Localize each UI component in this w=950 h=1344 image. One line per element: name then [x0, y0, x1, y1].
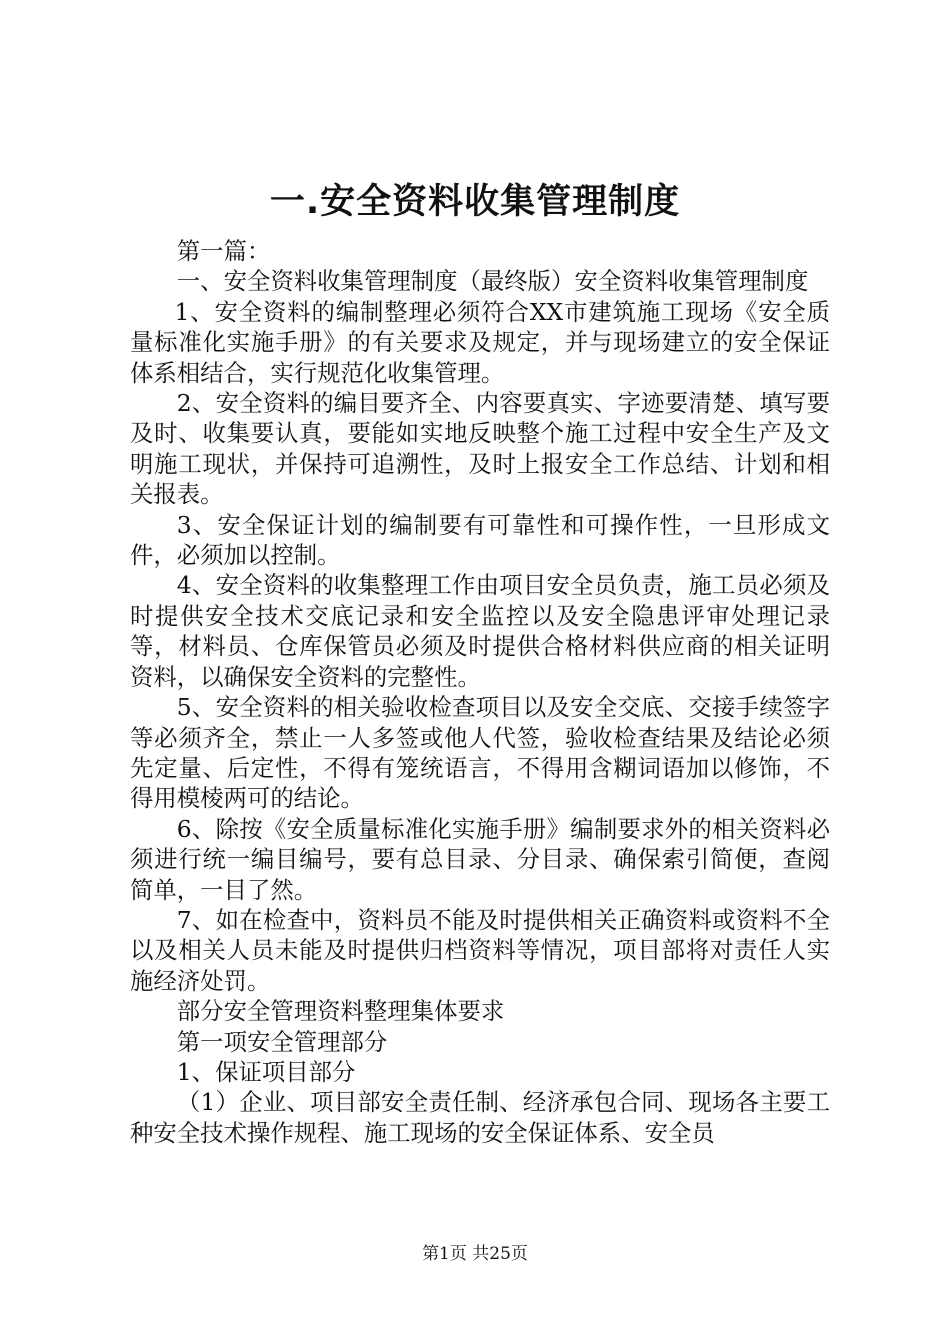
paragraph-section-heading: 一、安全资料收集管理制度（最终版）安全资料收集管理制度: [176, 267, 809, 296]
paragraph-subheading-item-one: 第一项安全管理部分: [176, 1027, 388, 1056]
paragraph-rule-1: 1、安全资料的编制整理必须符合XX市建筑施工现场《安全质量标准化实施手册》的有关要求及规定，并与现场建立的安全保证体系相结合，实行规范化收集管理。: [130, 297, 830, 387]
paragraph-subheading-requirements: 部分安全管理资料整理集体要求: [176, 997, 505, 1026]
paragraph-rule-7: 7、如在检查中，资料员不能及时提供相关正确资料或资料不全以及相关人员未能及时提供归档资料等情况，项目部将对责任人实施经济处罚。: [130, 905, 830, 995]
document-title: 一.安全资料收集管理制度: [269, 182, 681, 222]
paragraph-rule-2: 2、安全资料的编目要齐全、内容要真实、字迹要清楚、填写要及时、收集要认真，要能如实地反映整个施工过程中安全生产及文明施工现状，并保持可追溯性，及时上报安全工作总结、计划和相关报表。: [130, 389, 830, 509]
document-body: [130, 236, 830, 1148]
paragraph-subheading-guarantee: 1、保证项目部分: [176, 1057, 356, 1086]
paragraph-item-1-1: （1）企业、项目部安全责任制、经济承包合同、现场各主要工种安全技术操作规程、施工现场的安全保证体系、安全员: [130, 1088, 830, 1147]
paragraph-rule-3: 3、安全保证计划的编制要有可靠性和可操作性，一旦形成文件，必须加以控制。: [130, 510, 830, 570]
paragraph-rule-4: 4、安全资料的收集整理工作由项目安全员负责，施工员必须及时提供安全技术交底记录和安全监控以及安全隐患评审处理记录等，材料员、仓库保管员必须及时提供合格材料供应商的相关证明资料，以确保安全资料的完整性。: [130, 571, 830, 691]
paragraph-rule-6: 6、除按《安全质量标准化实施手册》编制要求外的相关资料必须进行统一编目编号，要有总目录、分目录、确保索引简便，查阅简单，一目了然。: [130, 814, 830, 904]
paragraph-chapter-heading: 第一篇：: [176, 237, 271, 265]
page-footer: 第1页 共25页: [422, 1244, 528, 1264]
paragraph-rule-5: 5、安全资料的相关验收检查项目以及安全交底、交接手续签字等必须齐全，禁止一人多签或他人代签，验收检查结果及结论必须先定量、后定性，不得有笼统语言，不得用含糊词语加以修饰，不得用模棱两可的结论。: [130, 693, 830, 813]
